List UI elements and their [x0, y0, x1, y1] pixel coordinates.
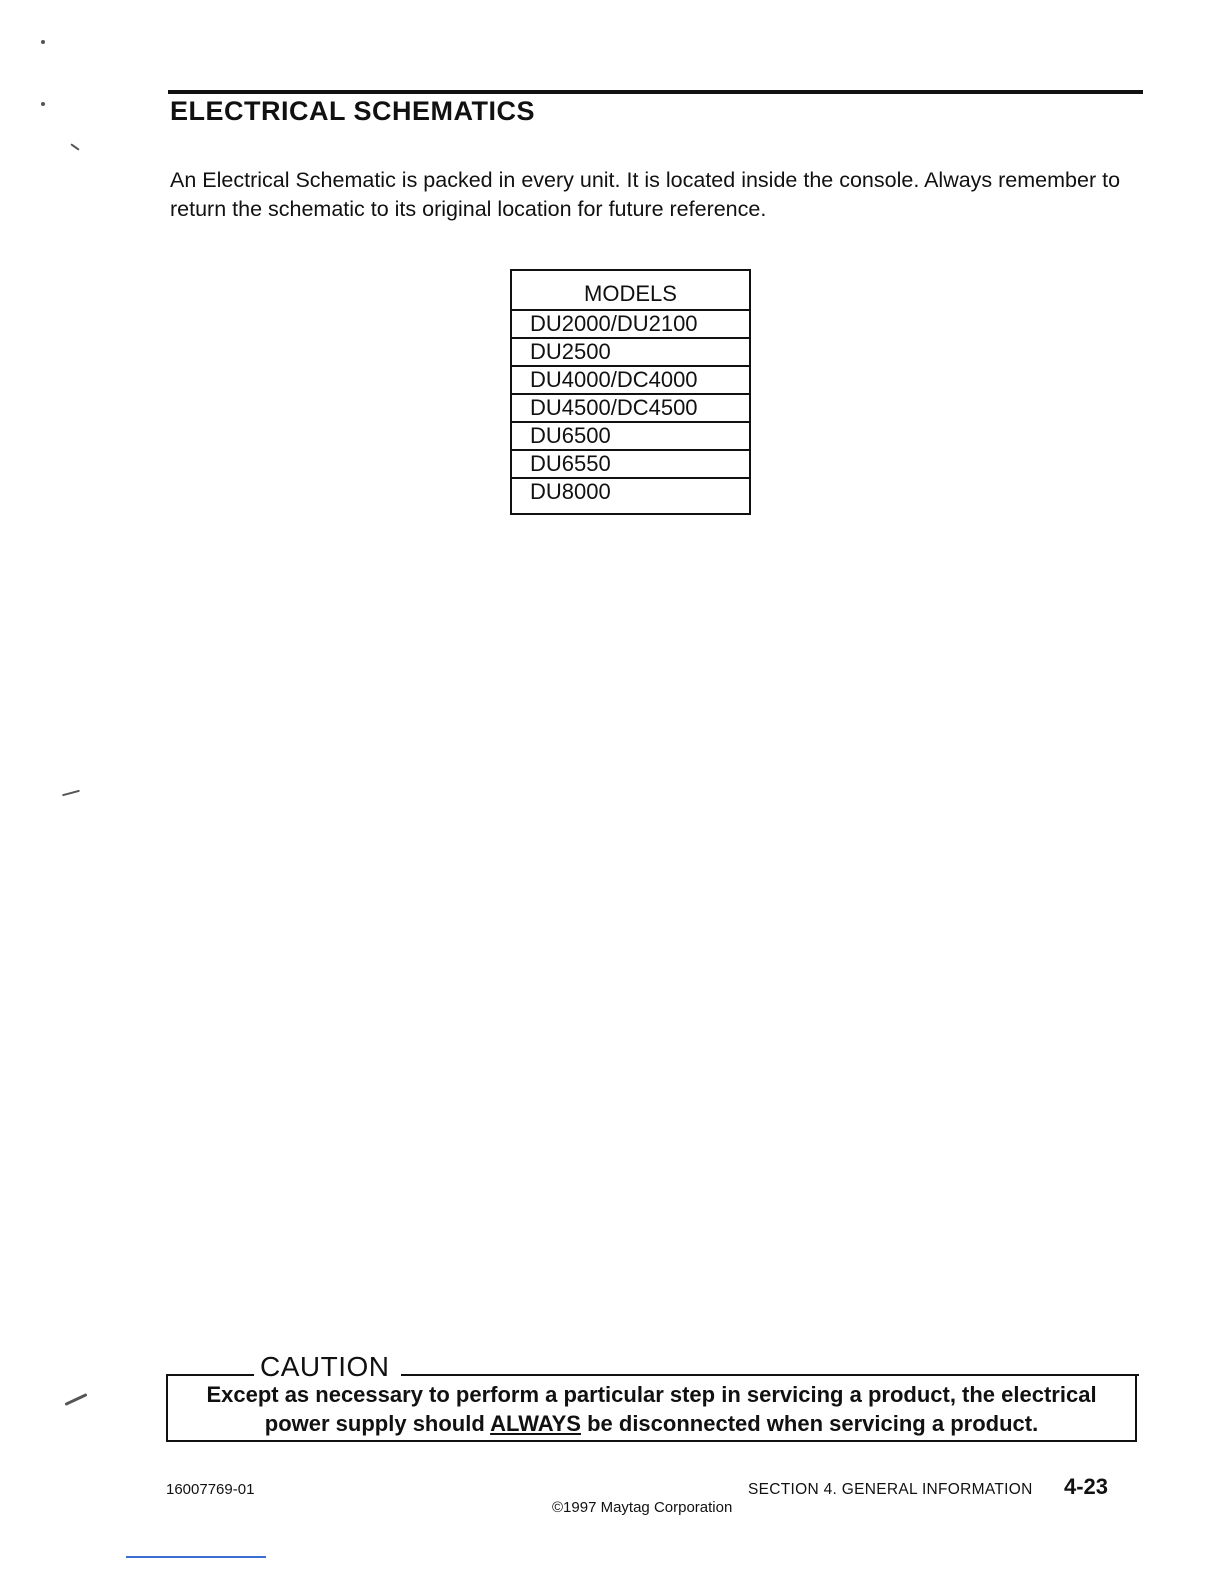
caution-emphasis: ALWAYS — [490, 1411, 581, 1436]
caution-line-2-start: power supply should — [264, 1411, 491, 1436]
table-row — [511, 366, 750, 394]
scan-edge-mark — [126, 1556, 266, 1558]
scan-speck — [41, 102, 45, 106]
model-cell: DU2000/DU2100 — [511, 310, 750, 338]
caution-line-2-end: be disconnected when servicing a product. — [580, 1411, 1039, 1436]
table-row — [511, 478, 750, 514]
section-title: ELECTRICAL SCHEMATICS — [170, 96, 536, 126]
model-cell: DU4500/DC4500 — [511, 394, 750, 422]
scan-speck — [64, 1393, 87, 1406]
model-cell: DU2500 — [511, 338, 750, 366]
page-number: 4-23 — [1064, 1474, 1109, 1499]
models-header: MODELS — [511, 270, 750, 310]
scan-speck — [41, 40, 45, 44]
table-row — [511, 394, 750, 422]
table-row — [511, 450, 750, 478]
table-row — [511, 338, 750, 366]
footer-section-label: SECTION 4. GENERAL INFORMATION — [748, 1481, 1033, 1498]
model-cell: DU8000 — [511, 478, 750, 514]
caution-message — [168, 1380, 1135, 1438]
scan-speck — [62, 790, 80, 797]
caution-label: CAUTION — [256, 1350, 394, 1384]
table-row — [511, 422, 750, 450]
intro-paragraph: An Electrical Schematic is packed in every unit. It is located inside the console. Always remember to return the schematic to its original location for future reference. — [170, 168, 1121, 221]
scan-speck — [70, 143, 79, 150]
copyright-notice: ©1997 Maytag Corporation — [552, 1499, 733, 1516]
table-header-row — [511, 270, 750, 310]
model-cell: DU4000/DC4000 — [511, 366, 750, 394]
table-row — [511, 310, 750, 338]
caution-rule-left — [166, 1374, 254, 1376]
model-cell: DU6550 — [511, 450, 750, 478]
model-cell: DU6500 — [511, 422, 750, 450]
header-rule — [168, 90, 1143, 94]
models-table — [510, 269, 751, 515]
caution-rule-right — [401, 1374, 1139, 1376]
caution-line-1: Except as necessary to perform a particular step in servicing a product, the electrical — [206, 1382, 1097, 1407]
document-number: 16007769-01 — [166, 1481, 255, 1498]
